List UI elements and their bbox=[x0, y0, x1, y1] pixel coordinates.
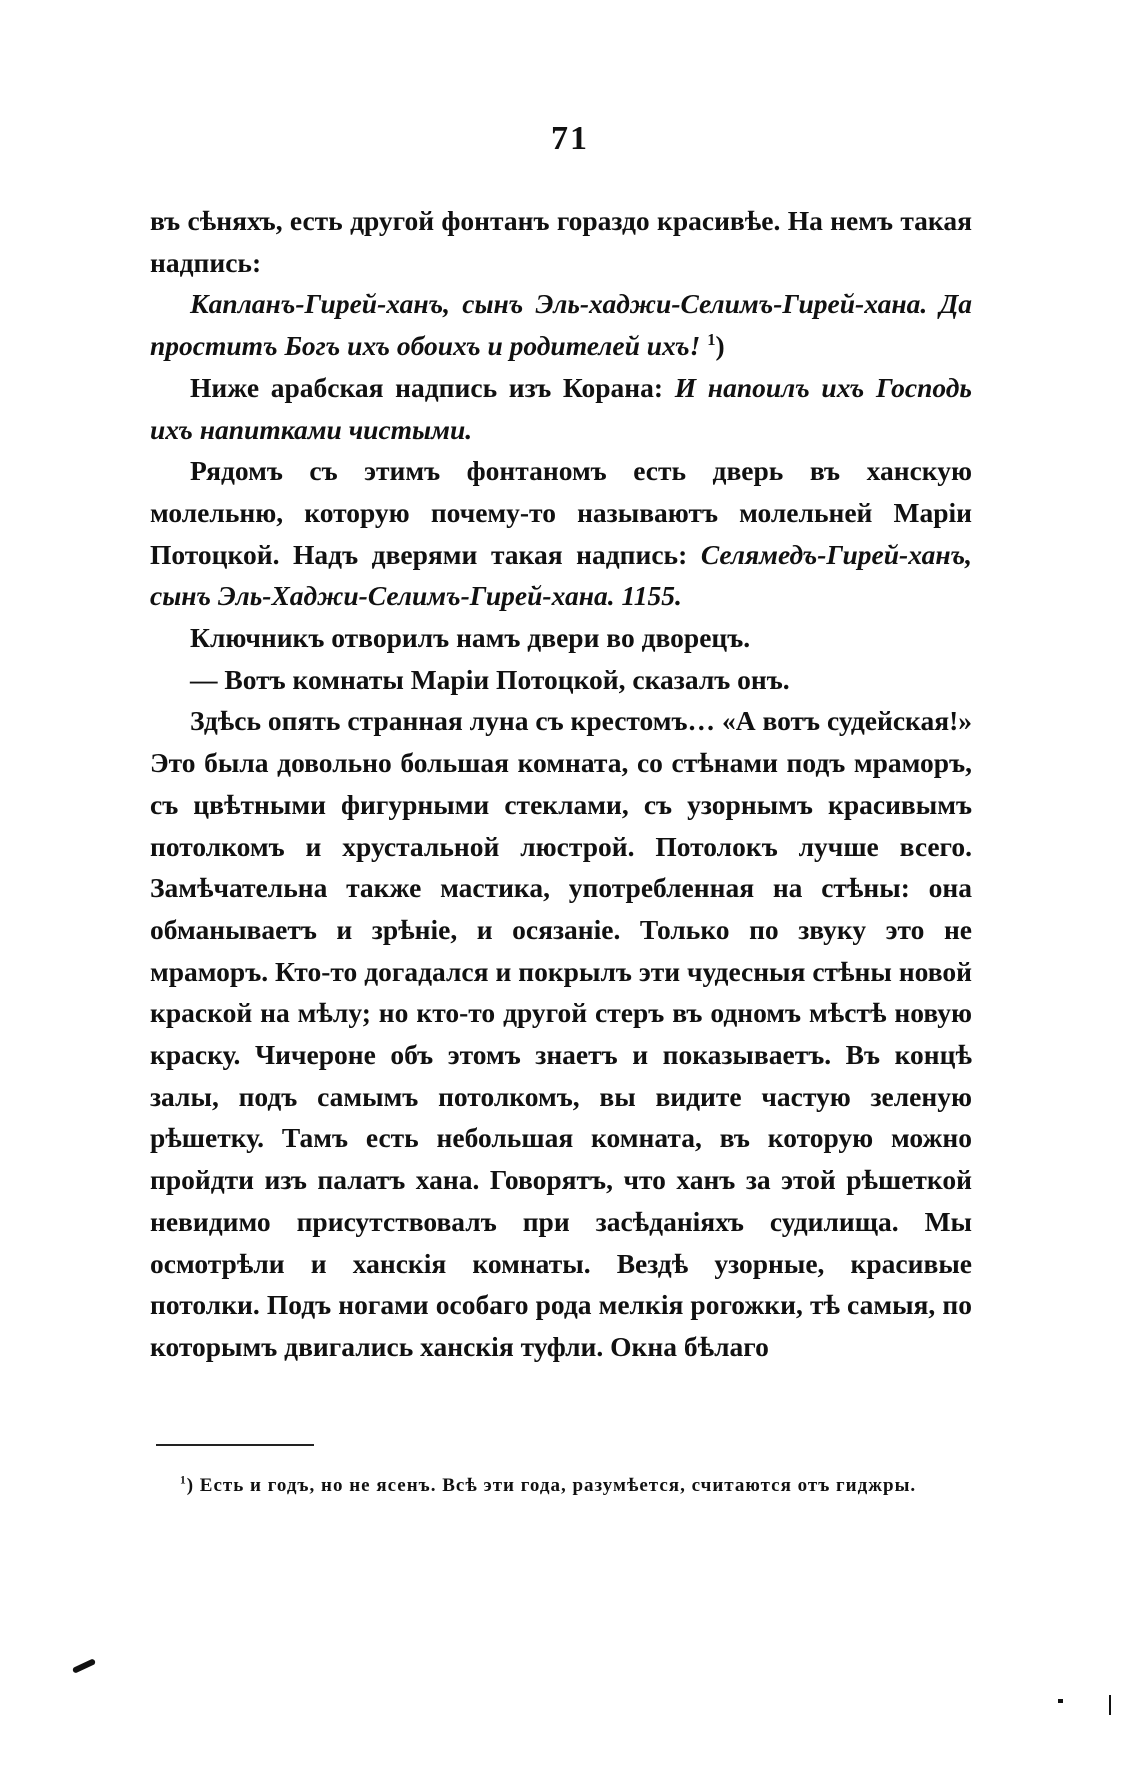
footnote-ref-paren: ) bbox=[715, 330, 725, 362]
page-number: 71 bbox=[551, 120, 589, 157]
paragraph-3-text: Ниже арабская надпись изъ Корана: bbox=[190, 371, 675, 403]
ink-dot bbox=[1058, 1699, 1063, 1703]
paragraph-4-text: Рядомъ съ этимъ фонтаномъ есть дверь въ ханскую молельню, которую почему-то называютъ молельней Маріи Потоцкой. Надъ дверями такая надпись: bbox=[150, 455, 972, 570]
footnote bbox=[150, 1470, 972, 1502]
paragraph-7: Здѣсь опять странная луна съ крестомъ… «А вотъ судейская!» Это была довольно большая комната, со стѣнами подъ мраморъ, съ цвѣтными фигурными стеклами, съ узорнымъ красивымъ потолкомъ и хрустальной люстрой. Потолокъ лучше всего. Замѣчательна также мастика, употребленная на стѣны: она обманываетъ и зрѣніе, и осязаніе. Только по звуку это не мраморъ. Кто-то догадался и покрылъ эти чудесныя стѣны новой краской на мѣлу; но кто-то другой стеръ въ одномъ мѣстѣ новую краску. Чичероне объ этомъ знаетъ и показываетъ. Въ концѣ залы, подъ самымъ потолкомъ, вы видите частую зеленую рѣшетку. Тамъ есть небольшая комната, въ которую можно пройдти изъ палатъ хана. Говорятъ, что ханъ за этой рѣшеткой невидимо присутствовалъ при засѣданіяхъ судилища. Мы осмотрѣли и ханскія комнаты. Вездѣ узорные, красивые потолки. Подъ ногами особаго рода мелкія рогожки, тѣ самыя, по которымъ двигались ханскія туфли. Окна бѣлаго bbox=[150, 705, 972, 1362]
inscription-kaplan: Капланъ-Гирей-ханъ, сынъ Эль-хаджи-Селимъ-Гирей-хана. Да проститъ Богъ ихъ обоихъ и родителей ихъ! bbox=[150, 288, 972, 362]
paragraph-2 bbox=[150, 283, 972, 366]
footnote-marker: 1 bbox=[180, 1474, 187, 1487]
koran-quote: И напоилъ ихъ Господь ихъ напитками чистыми. bbox=[150, 371, 972, 445]
footnote-text: ) Есть и годъ, но не ясенъ. Всѣ эти года, разумѣется, считаются отъ гиджры. bbox=[186, 1475, 917, 1496]
paragraph-4 bbox=[150, 450, 972, 617]
ink-mark bbox=[72, 1658, 96, 1674]
paragraph-5: Ключникъ отворилъ намъ двери во дворецъ. bbox=[190, 622, 751, 654]
paragraph-6: — Вотъ комнаты Маріи Потоцкой, сказалъ онъ. bbox=[190, 663, 790, 695]
inscription-selyamed: Селямедъ-Гирей-ханъ, сынъ Эль-Хаджи-Селимъ-Гирей-хана. 1155. bbox=[150, 538, 972, 612]
ink-stroke bbox=[1109, 1695, 1111, 1715]
paragraph-3 bbox=[150, 367, 972, 450]
body-text bbox=[150, 200, 972, 1368]
paragraph-1: въ сѣняхъ, есть другой фонтанъ гораздо красивѣе. На немъ такая надпись: bbox=[150, 205, 972, 278]
footnote-ref: 1 bbox=[707, 329, 716, 349]
footnote-divider bbox=[156, 1444, 314, 1446]
